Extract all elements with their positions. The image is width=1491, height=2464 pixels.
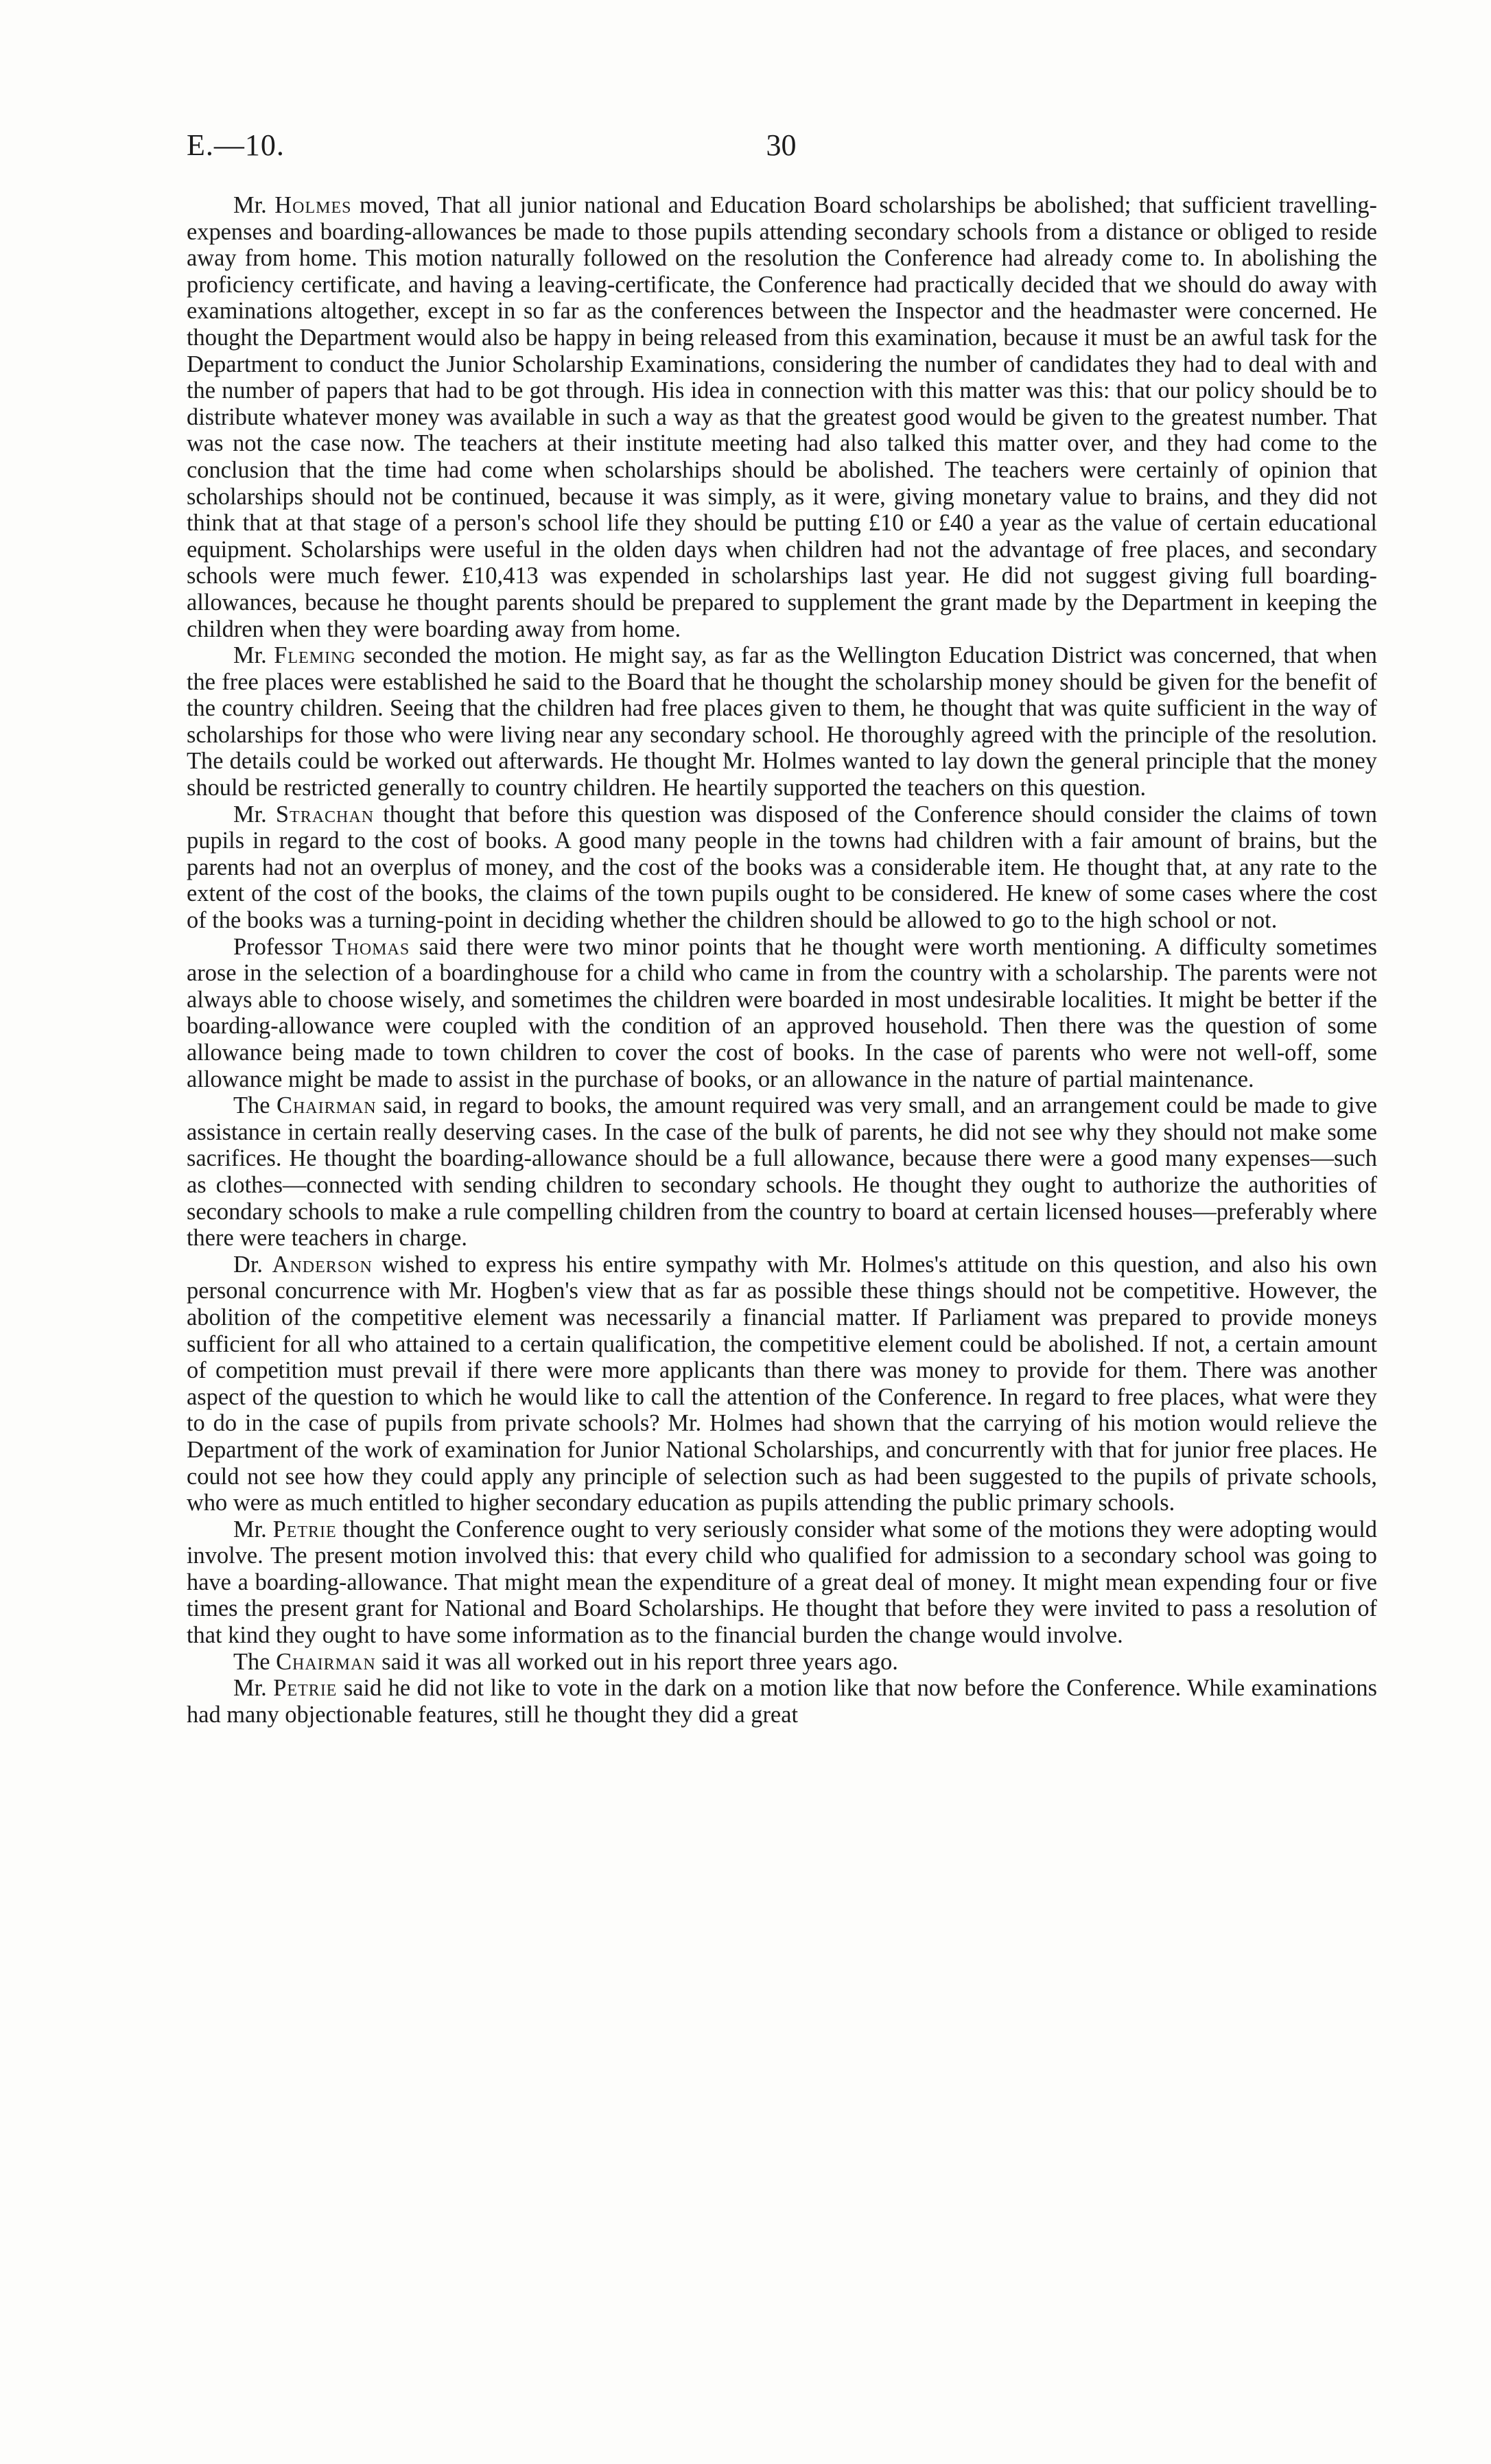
speaker-name: Strachan (275, 801, 375, 828)
paragraph-text: seconded the motion. He might say, as far as the Wellington Education District was concerned, that when the free places were established he said to the Board that he thought the scholarship money should be given for the benefit of the country children. Seeing that the children had free places given to them, he thought that was quite sufficient in the way of scholarships for those who were living near any secondary school. He thoroughly agreed with the principle of the resolution. The details could be worked out afterwards. He thought Mr. Holmes wanted to lay down the general principle that the money should be restricted generally to country children. He heartily supported the teachers on this question. (187, 642, 1377, 801)
paragraph-text: thought that before this question was disposed of the Conference should consider the claims of town pupils in regard to the cost of books. A good many people in the towns had children with a fair amount of brains, but the parents had not an overplus of money, and the cost of the books was a considerable item. He thought that, at any rate to the extent of the cost of the books, the claims of the town pupils ought to be considered. He knew of some cases where the cost of the books was a turning-point in deciding whether the children should be allowed to go to the high school or not. (187, 801, 1378, 934)
speaker-title: Mr. (233, 1675, 267, 1702)
speaker-name: Petrie (273, 1675, 338, 1702)
speaker-name: Fleming (274, 642, 356, 669)
speaker-title: Mr. (233, 192, 267, 218)
speaker-name: Petrie (272, 1516, 337, 1542)
speaker-title: Mr. (233, 642, 267, 669)
page-number: 30 (766, 128, 797, 162)
paragraph-petrie-motion (187, 1516, 1377, 1649)
paragraph-text: wished to express his entire sympathy with Mr. Holmes's attitude on this question, and also his own personal concurrence with Mr. Hogben's view that as far as possible these things should not be competitive. However, the abolition of the competitive element was necessarily a financial matter. If Parliament was prepared to provide moneys sufficient for all who attained to a certain qualification, the competitive element could be abolished. If not, a certain amount of competition must prevail if there were more applicants than there was money to provide for them. There was another aspect of the question to which he would like to call the attention of the Conference. In regard to free places, what were they to do in the case of pupils from private schools? Mr. Holmes had shown that the carrying of his motion would relieve the Department of the work of examination for Junior National Scholarships, and concurrently with that for junior free places. He could not see how they could apply any principle of selection such as had been suggested to the pupils of private schools, who were as much entitled to higher secondary education as pupils attending the public primary schools. (187, 1251, 1377, 1516)
paragraph-chairman-report (187, 1649, 1377, 1676)
speaker-title: The (233, 1092, 270, 1119)
speaker-name: Thomas (331, 933, 410, 960)
paragraph-chairman-books (187, 1092, 1377, 1252)
paragraph-petrie-vote (187, 1675, 1377, 1728)
paragraph-text: thought the Conference ought to very seriously consider what some of the motions they were adopting would involve. The present motion involved this: that every child who qualified for admission to a secondary school was going to have a boarding-allowance. That might mean the expenditure of a great deal of money. It might mean expending four or five times the present grant for National and Board Scholarships. He thought that before they were invited to pass a resolution of that kind they ought to have some information as to the financial burden the change would involve. (187, 1516, 1377, 1649)
paragraph-text: said, in regard to books, the amount required was very small, and an arrangement could be made to give assistance in certain really deserving cases. In the case of the bulk of parents, he did not see why they should not make some sacrifices. He thought the boarding-allowance should be a full allowance, because there were a good many expenses—such as clothes—connected with sending children to secondary schools. He thought they ought to authorize the authorities of secondary schools to make a rule compelling children from the country to board at certain licensed houses—preferably where there were teachers in charge. (187, 1092, 1377, 1252)
speaker-title: Mr. (233, 801, 267, 828)
speaker-name: Chairman (276, 1648, 376, 1675)
paragraph-thomas (187, 934, 1377, 1093)
speaker-title: Dr. (233, 1251, 263, 1278)
speaker-name: Holmes (274, 192, 352, 218)
speaker-title: The (233, 1648, 270, 1675)
paragraph-anderson (187, 1252, 1377, 1516)
paragraph-strachan (187, 801, 1377, 934)
speaker-name: Anderson (272, 1251, 373, 1278)
speaker-title: Mr. (233, 1516, 267, 1542)
paragraph-text: moved, That all junior national and Education Board scholarships be abolished; that sufficient travelling-expenses and boarding-allowances be made to those pupils attending secondary schools from a distance or obliged to reside away from home. This motion naturally followed on the resolution the Conference had already come to. In abolishing the proficiency certificate, and having a leaving-certificate, the Conference had practically decided that we should do away with examinations altogether, except in so far as the conferences between the Inspector and the headmaster were concerned. He thought the Department would also be happy in being released from this examination, because it must be an awful task for the Department to conduct the Junior Scholarship Examinations, considering the number of candidates they had to deal with and the number of papers that had to be got through. His idea in connection with this matter was this: that our policy should be to distribute whatever money was available in such a way as that the greatest good would be given to the greatest number. That was not the case now. The teachers at their institute meeting had also talked this matter over, and they had come to the conclusion that the time had come when scholarships should be abolished. The teachers were certainly of opinion that scholarships should not be continued, because it was simply, as it were, giving monetary value to brains, and they did not think that at that stage of a person's school life they should be putting £10 or £40 a year as the value of certain educational equipment. Scholarships were useful in the olden days when children had not the advantage of free places, and secondary schools were much fewer. £10,413 was expended in scholarships last year. He did not suggest giving full boarding-allowances, because he thought parents should be prepared to supplement the grant made by the Department in keeping the children when they were boarding away from home. (187, 192, 1377, 642)
paragraph-fleming (187, 642, 1377, 801)
page-header (187, 125, 1376, 166)
paragraph-text: said it was all worked out in his report three years ago. (381, 1648, 898, 1675)
body-text (187, 192, 1377, 1728)
paragraph-text: said he did not like to vote in the dark on a motion like that now before the Conference. While examinations had many objectionable features, still he thought they did a great (187, 1675, 1377, 1728)
document-reference: E.—10. (187, 128, 285, 162)
speaker-title: Professor (233, 933, 322, 960)
paragraph-text: said there were two minor points that he thought were worth mentioning. A difficulty sometimes arose in the selection of a boardinghouse for a child who came in from the country with a scholarship. The parents were not always able to choose wisely, and sometimes the children were boarded in most undesirable localities. It might be better if the boarding-allowance were coupled with the condition of an approved household. Then there was the question of some allowance being made to town children to cover the cost of books. In the case of parents who were not well-off, some allowance might be made to assist in the purchase of books, or an allowance in the nature of partial maintenance. (187, 933, 1377, 1092)
speaker-name: Chairman (277, 1092, 377, 1119)
paragraph-holmes (187, 192, 1377, 642)
